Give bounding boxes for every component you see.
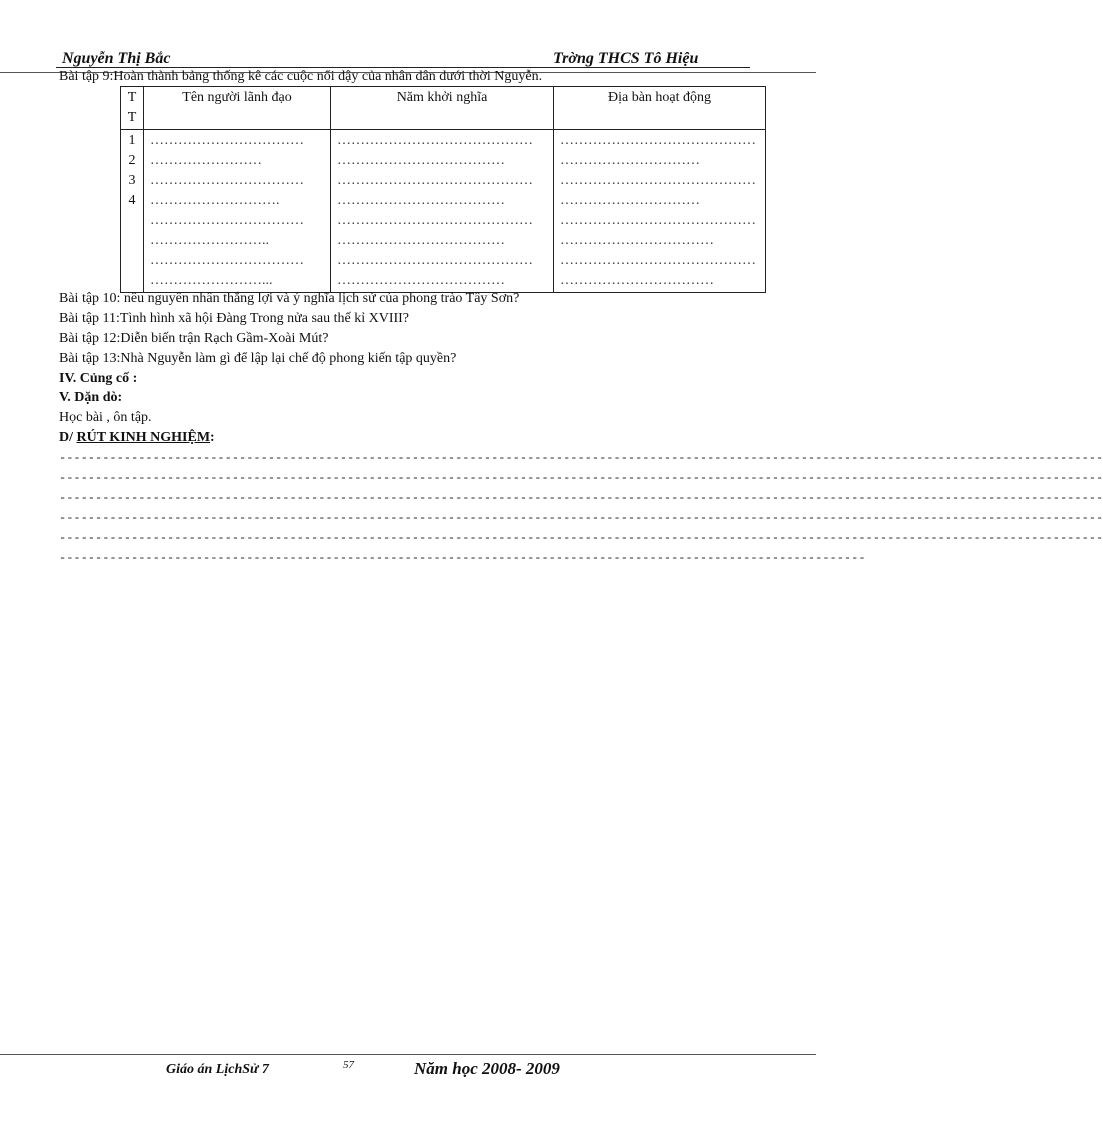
- fill-line: ……………………………………: [337, 213, 533, 228]
- footer-school-year: Năm học 2008- 2009: [414, 1059, 560, 1078]
- section-instructions: V. Dặn dò:: [59, 390, 123, 405]
- fill-line: ………………………………: [337, 273, 505, 288]
- writing-line: -------------------------------------------------------------------------------------------------------------------------------------------------: [59, 511, 1103, 525]
- exercise-13: Bài tập 13:Nhà Nguyễn làm gì để lập lại chế độ phong kiến tập quyền?: [59, 351, 457, 366]
- fill-line: ……………………………………: [560, 173, 756, 188]
- section-d-suffix: :: [210, 430, 215, 445]
- table-number: 3: [128, 173, 136, 188]
- fill-line: ………………………………: [337, 233, 505, 248]
- section-lessons-learned: [59, 429, 215, 447]
- footer-page-number: 57: [343, 1059, 354, 1071]
- writing-line: -------------------------------------------------------------------------------------------------------------------------------------------------: [59, 491, 1103, 505]
- fill-line: ……………………………: [150, 253, 304, 268]
- fill-line: ………………………………: [337, 153, 505, 168]
- year-cell: [331, 130, 554, 293]
- table-header-leader: Tên người lãnh đạo: [144, 87, 331, 130]
- fill-line: ……………………: [150, 153, 262, 168]
- fill-line: ……………………………: [150, 133, 304, 148]
- fill-line: ……………………………………: [337, 173, 533, 188]
- fill-line: ……………………………………: [337, 253, 533, 268]
- table-number-cell: [121, 130, 144, 293]
- writing-line: ----------------------------------------------------------------------------------------------------------------: [59, 551, 866, 565]
- leader-cell: [144, 130, 331, 293]
- section-d-title: RÚT KINH NGHIỆM: [76, 430, 211, 445]
- fill-line: ……………………………………: [560, 133, 756, 148]
- table-number: 4: [128, 193, 136, 208]
- fill-line: …………………………: [560, 193, 700, 208]
- fill-line: ……………………………………: [337, 133, 533, 148]
- table-header-year: Năm khởi nghĩa: [331, 87, 554, 130]
- writing-line: -------------------------------------------------------------------------------------------------------------------------------------------------: [59, 531, 1103, 545]
- school-name: Trờng THCS Tô Hiệu: [553, 50, 699, 67]
- table-number: 2: [128, 153, 136, 168]
- fill-line: ……………………………………: [560, 213, 756, 228]
- fill-line: ……………………………: [150, 173, 304, 188]
- table-header-area: Địa bàn hoạt động: [554, 87, 766, 130]
- table-number: 1: [128, 133, 136, 148]
- section-consolidation: IV. Củng cố :: [59, 371, 138, 386]
- uprising-table: [120, 86, 766, 293]
- table-header-row: [121, 87, 766, 130]
- fill-line: ……………………..: [150, 233, 269, 248]
- table-body-row: [121, 130, 766, 293]
- fill-line: ……………………………: [560, 233, 714, 248]
- exercise-10: Bài tập 10: nêu nguyên nhân thắng lợi và ý nghĩa lịch sử của phong trào Tây Sơn?: [59, 291, 520, 306]
- writing-line: -------------------------------------------------------------------------------------------------------------------------------------------------: [59, 471, 1103, 485]
- section-d-prefix: D/: [59, 430, 77, 445]
- fill-line: ……………………………: [150, 213, 304, 228]
- exercise-11: Bài tập 11:Tình hình xã hội Đàng Trong nửa sau thế kỉ XVIII?: [59, 311, 410, 326]
- fill-line: ……………………………………: [560, 253, 756, 268]
- fill-line: …………………………: [560, 153, 700, 168]
- fill-line: ……………………...: [150, 273, 273, 288]
- exercise-9-text: Bài tập 9:Hoàn thành bảng thống kê các cuộc nổi dậy của nhân dân dưới thời Nguyễn.: [59, 69, 543, 84]
- area-cell: [554, 130, 766, 293]
- author-name: Nguyễn Thị Bắc: [62, 50, 171, 67]
- fill-line: ……………………….: [150, 193, 280, 208]
- table-header-tt: T T: [121, 87, 144, 130]
- fill-line: ………………………………: [337, 193, 505, 208]
- homework-text: Học bài , ôn tập.: [59, 410, 152, 425]
- fill-line: ……………………………: [560, 273, 714, 288]
- exercise-12: Bài tập 12:Diễn biến trận Rạch Gầm-Xoài Mút?: [59, 331, 329, 346]
- footer-rule: [0, 1054, 816, 1055]
- footer-subject: Giáo án LịchSử 7: [166, 1062, 269, 1077]
- writing-line: -------------------------------------------------------------------------------------------------------------------------------------------------: [59, 451, 1103, 465]
